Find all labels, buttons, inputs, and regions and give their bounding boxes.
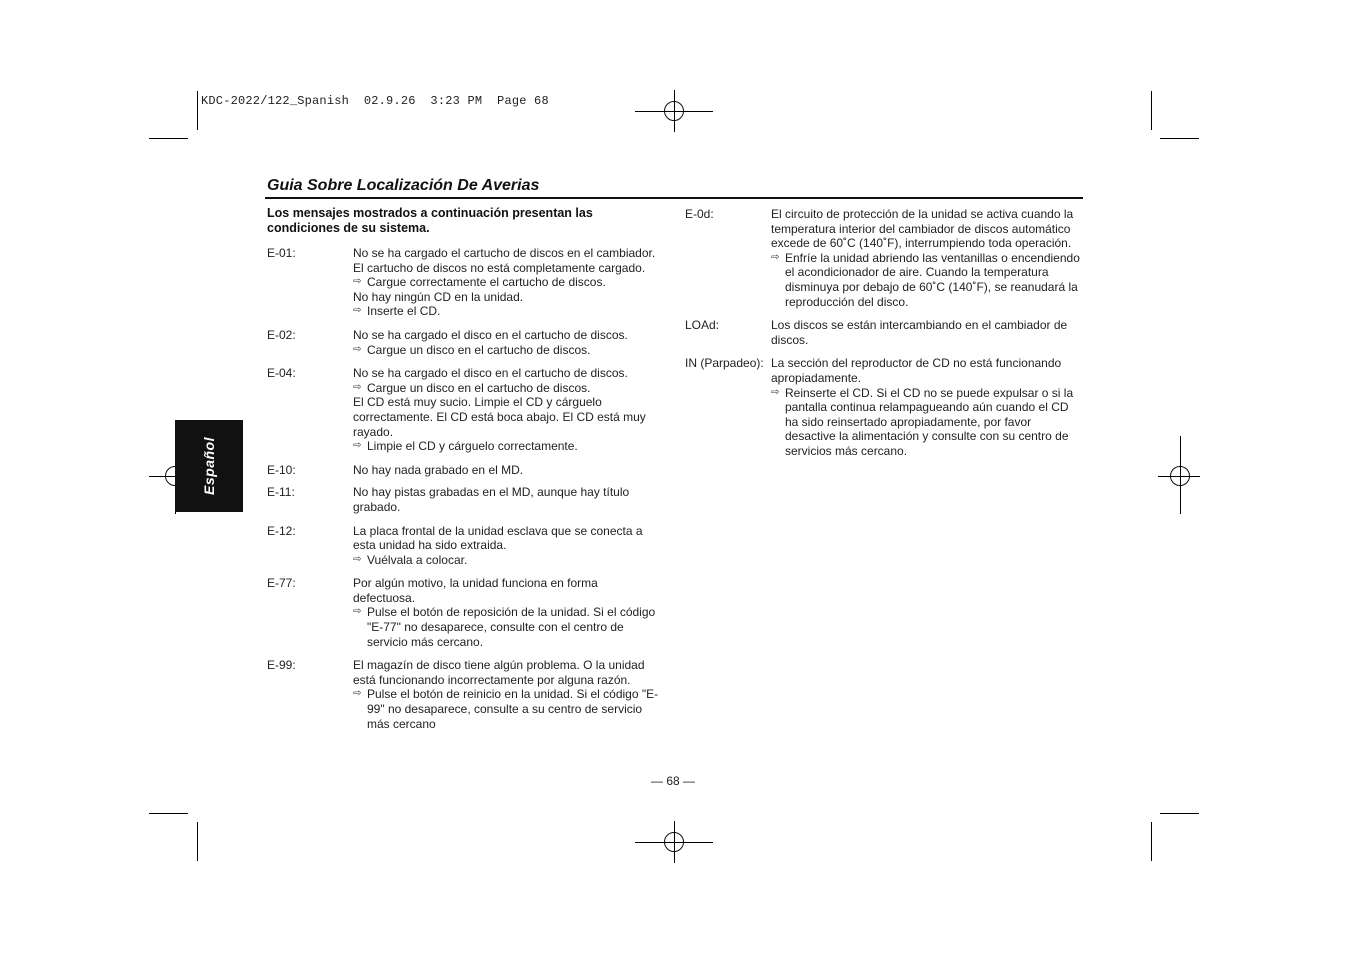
remedy-step [353, 687, 663, 731]
description-text: El CD está muy sucio. Limpie el CD y cárguelo correctamente. El CD está boca abajo. El CD está muy rayado. [353, 395, 646, 439]
remedy-text: Cargue un disco en el cartucho de discos. [367, 380, 591, 395]
error-code: E-11: [267, 485, 295, 500]
language-tab-label: Español [201, 437, 217, 495]
error-code: E-12: [267, 523, 296, 538]
error-entry [267, 485, 663, 514]
remedy-step [353, 343, 663, 358]
error-entry [685, 207, 1085, 309]
crop-mark-br-v [1151, 822, 1152, 861]
error-entry [267, 524, 663, 568]
error-entry [267, 328, 663, 357]
remedy-step [353, 304, 663, 319]
description-text: La sección del reproductor de CD no está funcionando apropiadamente. [771, 356, 1062, 385]
remedy-step [353, 439, 663, 454]
error-entry [267, 658, 663, 731]
error-entry [267, 366, 663, 454]
error-code: E-0d: [685, 207, 714, 221]
description-text: No hay ningún CD en la unidad. [353, 289, 524, 304]
intro-text: Los mensajes mostrados a continuación presentan las condiciones de su sistema. [267, 206, 593, 235]
crop-mark-tr-h [1160, 138, 1199, 139]
error-description [771, 207, 1085, 309]
page-title: Guia Sobre Localización De Averias [267, 177, 540, 194]
error-entry [267, 246, 663, 319]
crop-mark-br-h [1160, 813, 1199, 814]
remedy-text: Pulse el botón de reinicio en la unidad. Si el código "E-99" no desaparece, consulte a su centro de servicio más cercano [367, 687, 659, 731]
arrow-right-icon: ⇨ [353, 381, 362, 393]
remedy-step [771, 251, 1085, 309]
crop-mark-tl-h [149, 138, 188, 139]
error-code: IN (Parpadeo): [685, 356, 764, 371]
error-description [353, 366, 663, 454]
error-description [353, 576, 663, 649]
error-code: E-04: [267, 366, 296, 381]
error-entry [267, 463, 663, 478]
description-text: No se ha cargado el disco en el cartucho de discos. [353, 327, 628, 342]
description-text: La placa frontal de la unidad esclava que se conecta a esta unidad ha sido extraida. [353, 523, 643, 553]
error-description [353, 485, 663, 514]
description-text: Por algún motivo, la unidad funciona en forma defectuosa. [353, 576, 598, 605]
remedy-step [353, 553, 663, 568]
remedy-text: Enfríe la unidad abriendo las ventanillas o encendiendo el acondicionador de aire. Cuando la temperatura disminuya por debajo de 60˚C (140˚F), se reanudará la reproducción del disco. [785, 250, 1080, 309]
remedy-text: Limpie el CD y cárguelo correctamente. [367, 439, 578, 454]
remedy-text: Vuélvala a colocar. [367, 552, 468, 567]
description-text: No hay nada grabado en el MD. [353, 462, 524, 477]
error-code: LOAd: [685, 318, 720, 333]
left-column [267, 246, 663, 731]
error-code: E-77: [267, 576, 296, 591]
remedy-text: Inserte el CD. [367, 304, 441, 319]
description-text: Los discos se están intercambiando en el cambiador de discos. [771, 318, 1068, 347]
print-header: KDC-2022/122_Spanish 02.9.26 3:23 PM Page 68 [201, 94, 549, 108]
error-code: E-99: [267, 658, 296, 673]
crop-mark-tr-v [1151, 91, 1152, 130]
title-rule [265, 197, 1083, 199]
arrow-right-icon: ⇨ [353, 688, 362, 700]
remedy-text: Pulse el botón de reposición de la unidad. Si el código "E-77" no desaparece, consulte con el centro de servicio más cercano. [367, 605, 656, 649]
error-description [353, 524, 663, 568]
arrow-right-icon: ⇨ [353, 553, 362, 565]
remedy-step [771, 386, 1085, 459]
crop-mark-bl-v [197, 822, 198, 861]
page-number: — 68 — [651, 774, 696, 788]
error-code: E-01: [267, 246, 296, 260]
remedy-text: Cargue correctamente el cartucho de discos. [367, 275, 606, 290]
error-code: E-10: [267, 462, 296, 477]
error-entry [685, 356, 1085, 458]
description-text: No se ha cargado el disco en el cartucho de discos. [353, 366, 628, 381]
right-column [685, 207, 1085, 459]
error-description [353, 328, 663, 357]
error-description [771, 318, 1085, 347]
error-entry [685, 318, 1085, 347]
description-text: No se ha cargado el cartucho de discos en el cambiador. El cartucho de discos no está completamente cargado. [353, 246, 656, 275]
remedy-step [353, 605, 663, 649]
arrow-right-icon: ⇨ [353, 606, 362, 618]
arrow-right-icon: ⇨ [771, 386, 780, 398]
error-description [771, 356, 1085, 458]
error-entry [267, 576, 663, 649]
remedy-step [353, 275, 663, 290]
arrow-right-icon: ⇨ [353, 276, 362, 288]
error-description [353, 658, 663, 731]
error-code: E-02: [267, 327, 296, 342]
crop-mark-bl-h [149, 813, 188, 814]
remedy-step [353, 381, 663, 396]
arrow-right-icon: ⇨ [353, 343, 362, 355]
arrow-right-icon: ⇨ [771, 251, 780, 263]
error-description [353, 246, 663, 319]
arrow-right-icon: ⇨ [353, 305, 362, 317]
error-description [353, 463, 663, 478]
description-text: El circuito de protección de la unidad se activa cuando la temperatura interior del cambiador de discos automático excede de 60˚C (140˚F), interrumpiendo toda operación. [771, 207, 1074, 251]
arrow-right-icon: ⇨ [353, 440, 362, 452]
description-text: El magazín de disco tiene algún problema. O la unidad está funcionando incorrectamente por alguna razón. [353, 658, 645, 687]
crop-mark-tl-v [197, 91, 198, 130]
description-text: No hay pistas grabadas en el MD, aunque hay título grabado. [353, 485, 630, 514]
remedy-text: Cargue un disco en el cartucho de discos. [367, 342, 591, 357]
remedy-text: Reinserte el CD. Si el CD no se puede expulsar o si la pantalla continua relampagueando aún cuando el CD ha sido reinsertado apropiadamente, por favor desactive la alimentación y consulte con su centro de servicios más cercano. [785, 385, 1074, 458]
